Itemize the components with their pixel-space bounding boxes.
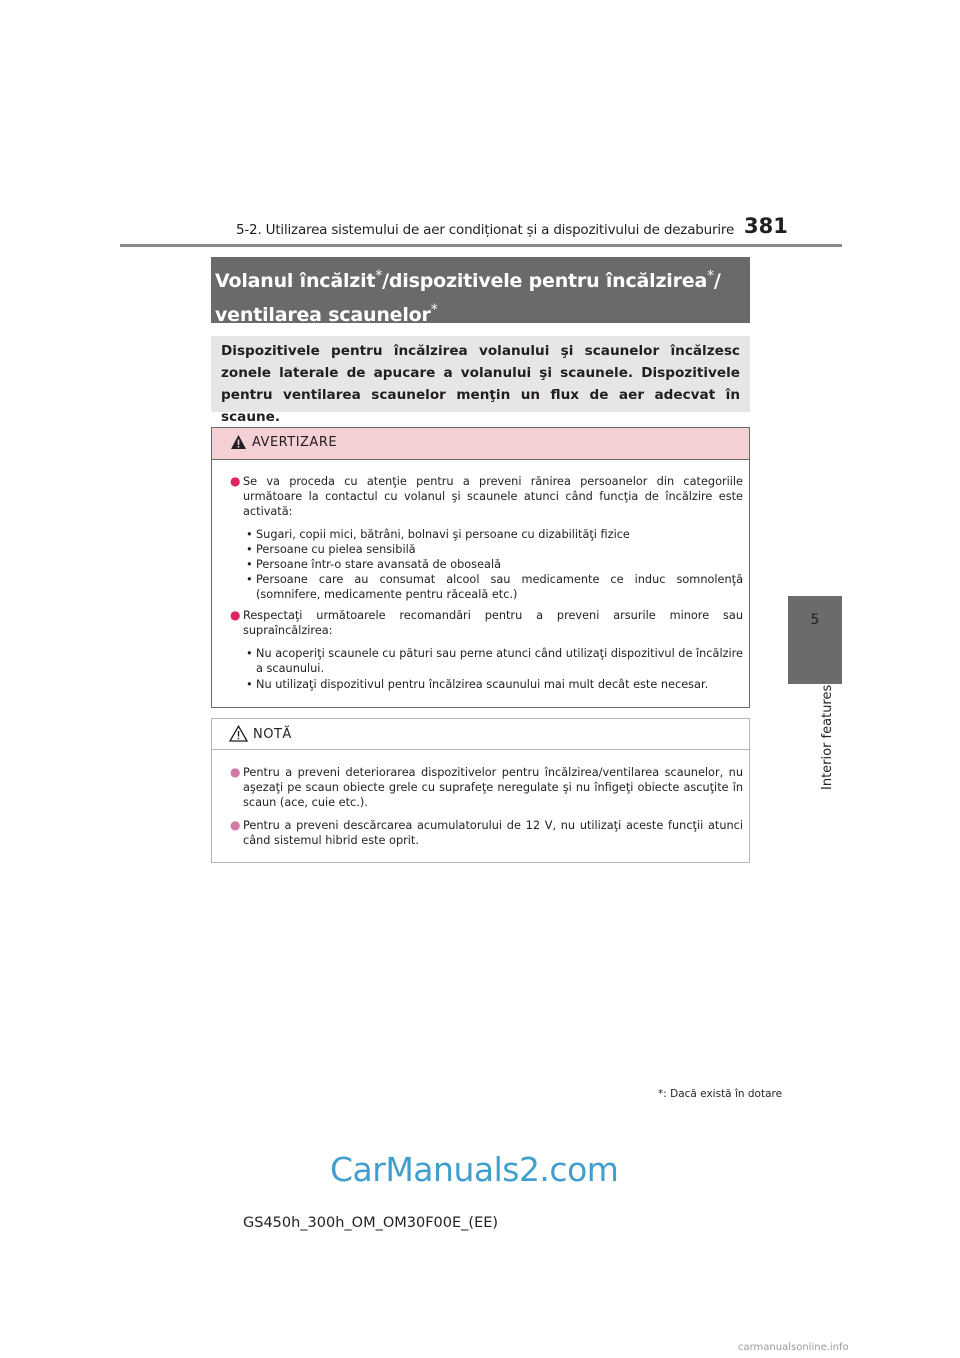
note-item-text: Pentru a preveni deteriorarea dispozitivelor pentru încălzirea/ventilarea scaunelor, nu aşezaţi pe scaun obiecte grele cu suprafeţe neregulate şi nu înfigeţi obiecte ascuţite în scaun (ace, cuie etc.). bbox=[243, 766, 743, 809]
document-code: GS450h_300h_OM_OM30F00E_(EE) bbox=[243, 1215, 499, 1231]
warning-item-text: Respectaţi următoarele recomandări pentru a preveni arsurile minore sau supraîncălzirea: bbox=[243, 609, 743, 637]
warning-item bbox=[230, 474, 743, 519]
title-part-1: Volanul încălzit bbox=[215, 270, 376, 292]
note-box bbox=[211, 718, 750, 863]
bullet-dot: ● bbox=[230, 608, 241, 622]
bullet-dot: ● bbox=[230, 765, 241, 779]
intro-text: Dispozitivele pentru încălzirea volanului şi scaunelor încălzesc zonele laterale de apucare a volanului şi scaunele. Dispozitivele pentru ventilarea scaunelor menţin un flux de aer adecvat în scaune. bbox=[211, 336, 750, 412]
footnote: *: Dacă există în dotare bbox=[658, 1088, 783, 1100]
note-label: NOTĂ bbox=[253, 727, 292, 742]
title-part-3: / bbox=[713, 270, 721, 292]
title-part-2: /dispozitivele pentru încălzirea bbox=[382, 270, 708, 292]
note-item bbox=[230, 818, 743, 848]
warning-label: AVERTIZARE bbox=[252, 435, 338, 450]
warning-subitem: • Sugari, copii mici, bătrâni, bolnavi şi persoane cu dizabilităţi fizice bbox=[246, 528, 630, 541]
warning-item bbox=[230, 608, 743, 638]
note-item-text: Pentru a preveni descărcarea acumulatorului de 12 V, nu utilizaţi aceste funcţii atunci când sistemul hibrid este oprit. bbox=[243, 819, 743, 847]
chapter-label: Interior features bbox=[820, 684, 835, 790]
page-number: 381 bbox=[744, 214, 788, 238]
caution-triangle-icon bbox=[229, 725, 248, 742]
note-divider bbox=[212, 749, 749, 750]
header-rule bbox=[120, 244, 842, 247]
warning-subitem: • Nu acoperiţi scaunele cu pături sau perne atunci când utilizaţi dispozitivul de încălzire a scaunului. bbox=[246, 647, 743, 675]
watermark-logo: CarManuals2.com bbox=[330, 1150, 619, 1189]
section-header: 5-2. Utilizarea sistemului de aer condiționat și a dispozitivului de dezaburire bbox=[236, 222, 735, 238]
warning-item-text: Se va proceda cu atenţie pentru a preveni rănirea persoanelor din categoriile următoare la contactul cu volanul şi scaunele atunci când funcţia de încălzire este activată: bbox=[243, 475, 743, 518]
warning-box bbox=[211, 427, 750, 708]
warning-header bbox=[212, 428, 749, 460]
warning-subitem: • Persoane care au consumat alcool sau medicamente ce induc somnolenţă (somnifere, medicamente pentru răceală etc.) bbox=[246, 573, 743, 601]
title-asterisk-2: * bbox=[707, 268, 714, 284]
note-item bbox=[230, 765, 743, 810]
title-asterisk-3: * bbox=[430, 302, 438, 318]
bullet-dot: ● bbox=[230, 818, 241, 832]
warning-subitem: • Nu utilizaţi dispozitivul pentru încălzirea scaunului mai mult decât este necesar. bbox=[246, 678, 709, 691]
title-line-2: ventilarea scaunelor bbox=[215, 304, 431, 326]
warning-triangle-icon bbox=[230, 434, 247, 450]
chapter-tab bbox=[788, 596, 842, 684]
warning-subitem: • Persoane într-o stare avansată de oboseală bbox=[246, 558, 502, 571]
bullet-dot: ● bbox=[230, 474, 241, 488]
chapter-number: 5 bbox=[810, 612, 820, 628]
page-title bbox=[211, 257, 750, 326]
warning-subitem: • Persoane cu pielea sensibilă bbox=[246, 543, 416, 556]
title-asterisk-1: * bbox=[375, 268, 383, 284]
watermark-footer: carmanualsonline.info bbox=[738, 1342, 849, 1353]
